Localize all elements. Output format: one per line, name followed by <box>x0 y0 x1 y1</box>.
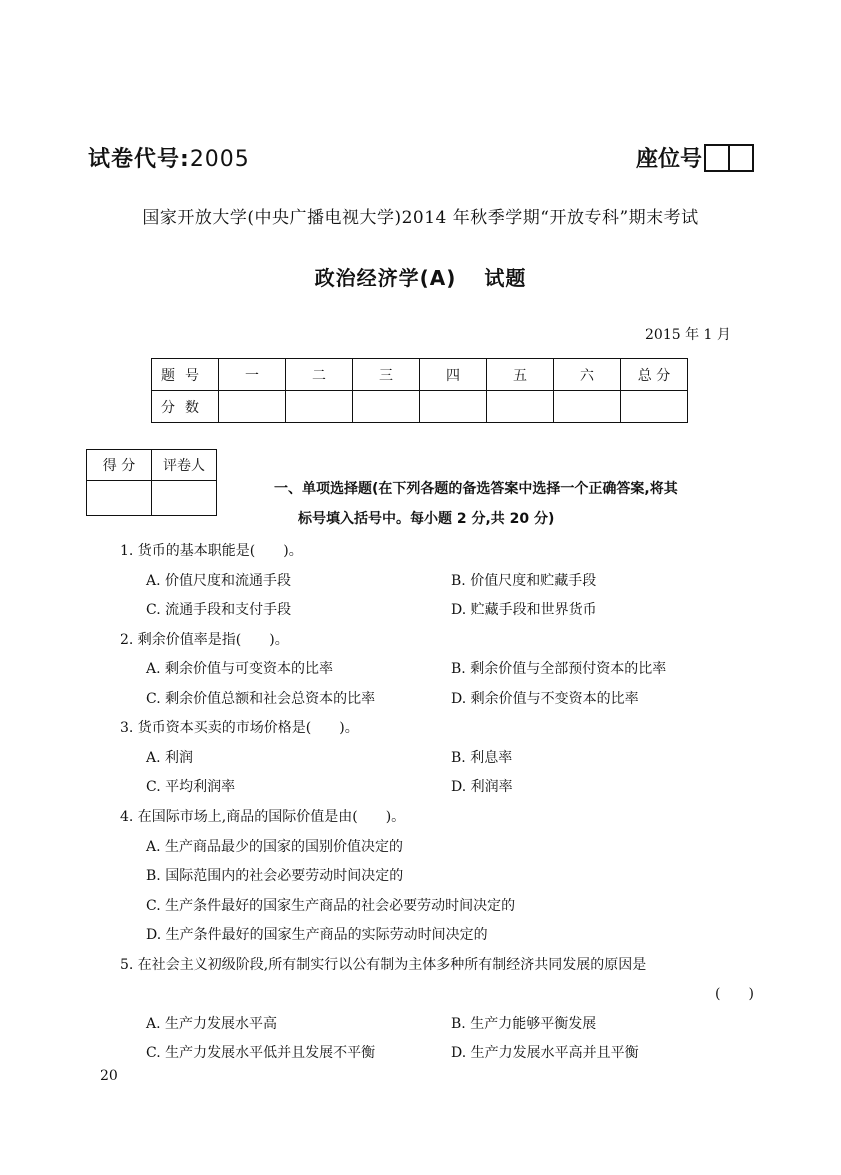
question-option[interactable]: B. 剩余价值与全部预付资本的比率 <box>451 661 667 677</box>
grader-name-cell[interactable] <box>152 481 217 516</box>
page-number: 20 <box>100 1068 118 1084</box>
score-table-score-row <box>152 391 688 423</box>
question-option[interactable]: D. 生产条件最好的国家生产商品的实际劳动时间决定的 <box>146 927 488 943</box>
score-cell[interactable] <box>621 391 688 423</box>
section-title <box>274 474 774 534</box>
subject-name: 政治经济学(A) <box>314 266 457 290</box>
score-table-row-header: 分数 <box>152 391 219 423</box>
question-stem: 2. 剩余价值率是指( )。 <box>120 632 289 648</box>
score-table-column: 三 <box>353 359 420 391</box>
question-stem: 1. 货币的基本职能是( )。 <box>120 543 303 559</box>
section-title-line2: 标号填入括号中。每小题 2 分,共 20 分) <box>298 511 555 527</box>
question-option[interactable]: C. 平均利润率 <box>146 779 236 795</box>
question-option[interactable]: A. 价值尺度和流通手段 <box>146 573 292 589</box>
grader-score-label: 得 分 <box>87 450 152 481</box>
score-table-column: 二 <box>286 359 353 391</box>
question-stem: 4. 在国际市场上,商品的国际价值是由( )。 <box>120 809 406 825</box>
question-option[interactable]: C. 生产条件最好的国家生产商品的社会必要劳动时间决定的 <box>146 898 516 914</box>
subject-title <box>0 262 841 291</box>
question-option[interactable]: B. 生产力能够平衡发展 <box>451 1016 597 1032</box>
seat-number <box>636 142 754 173</box>
question-option[interactable]: C. 剩余价值总额和社会总资本的比率 <box>146 691 376 707</box>
question-option[interactable]: B. 价值尺度和贮藏手段 <box>451 573 597 589</box>
score-table-column: 五 <box>487 359 554 391</box>
question-option[interactable]: C. 生产力发展水平低并且发展不平衡 <box>146 1045 376 1061</box>
score-cell[interactable] <box>286 391 353 423</box>
exam-code-label: 试卷代号: <box>88 147 190 172</box>
score-table <box>151 358 688 423</box>
grader-score-cell[interactable] <box>87 481 152 516</box>
score-table-column: 总 分 <box>621 359 688 391</box>
question-option[interactable]: D. 生产力发展水平高并且平衡 <box>451 1045 639 1061</box>
score-table-column: 四 <box>420 359 487 391</box>
question-option[interactable]: C. 流通手段和支付手段 <box>146 602 292 618</box>
seat-number-boxes <box>704 144 754 172</box>
score-cell[interactable] <box>420 391 487 423</box>
grader-table <box>86 449 217 516</box>
grader-name-label: 评卷人 <box>152 450 217 481</box>
question-option[interactable]: A. 剩余价值与可变资本的比率 <box>146 661 334 677</box>
exam-code-value: 2005 <box>189 147 250 172</box>
score-cell[interactable] <box>219 391 286 423</box>
seat-box <box>730 144 754 172</box>
exam-title: 国家开放大学(中央广播电视大学)2014 年秋季学期“开放专科”期末考试 <box>142 208 699 228</box>
grader-table-header-row <box>87 450 217 481</box>
question-option[interactable]: A. 生产商品最少的国家的国别价值决定的 <box>146 839 404 855</box>
question-option[interactable]: D. 贮藏手段和世界货币 <box>451 602 597 618</box>
exam-date: 2015 年 1 月 <box>645 327 731 343</box>
question-option[interactable]: B. 利息率 <box>451 750 513 766</box>
section-title-line1: 一、单项选择题(在下列各题的备选答案中选择一个正确答案,将其 <box>274 481 678 497</box>
question-stem: 3. 货币资本买卖的市场价格是( )。 <box>120 720 359 736</box>
question-option[interactable]: B. 国际范围内的社会必要劳动时间决定的 <box>146 868 404 884</box>
seat-number-label: 座位号 <box>636 147 703 172</box>
question-option[interactable]: D. 剩余价值与不变资本的比率 <box>451 691 639 707</box>
question-option[interactable]: A. 生产力发展水平高 <box>146 1016 278 1032</box>
question-option[interactable]: A. 利润 <box>146 750 194 766</box>
score-table-row-header: 题号 <box>152 359 219 391</box>
grader-table-blank-row <box>87 481 217 516</box>
score-cell[interactable] <box>487 391 554 423</box>
subject-suffix: 试题 <box>484 266 527 290</box>
answer-bracket: ( ) <box>715 986 754 1002</box>
seat-box <box>704 144 730 172</box>
score-table-column: 一 <box>219 359 286 391</box>
score-cell[interactable] <box>554 391 621 423</box>
score-cell[interactable] <box>353 391 420 423</box>
question-stem: 5. 在社会主义初级阶段,所有制实行以公有制为主体多种所有制经济共同发展的原因是 <box>120 957 647 973</box>
question-option[interactable]: D. 利润率 <box>451 779 513 795</box>
exam-code <box>88 142 250 173</box>
score-table-header-row <box>152 359 688 391</box>
score-table-column: 六 <box>554 359 621 391</box>
